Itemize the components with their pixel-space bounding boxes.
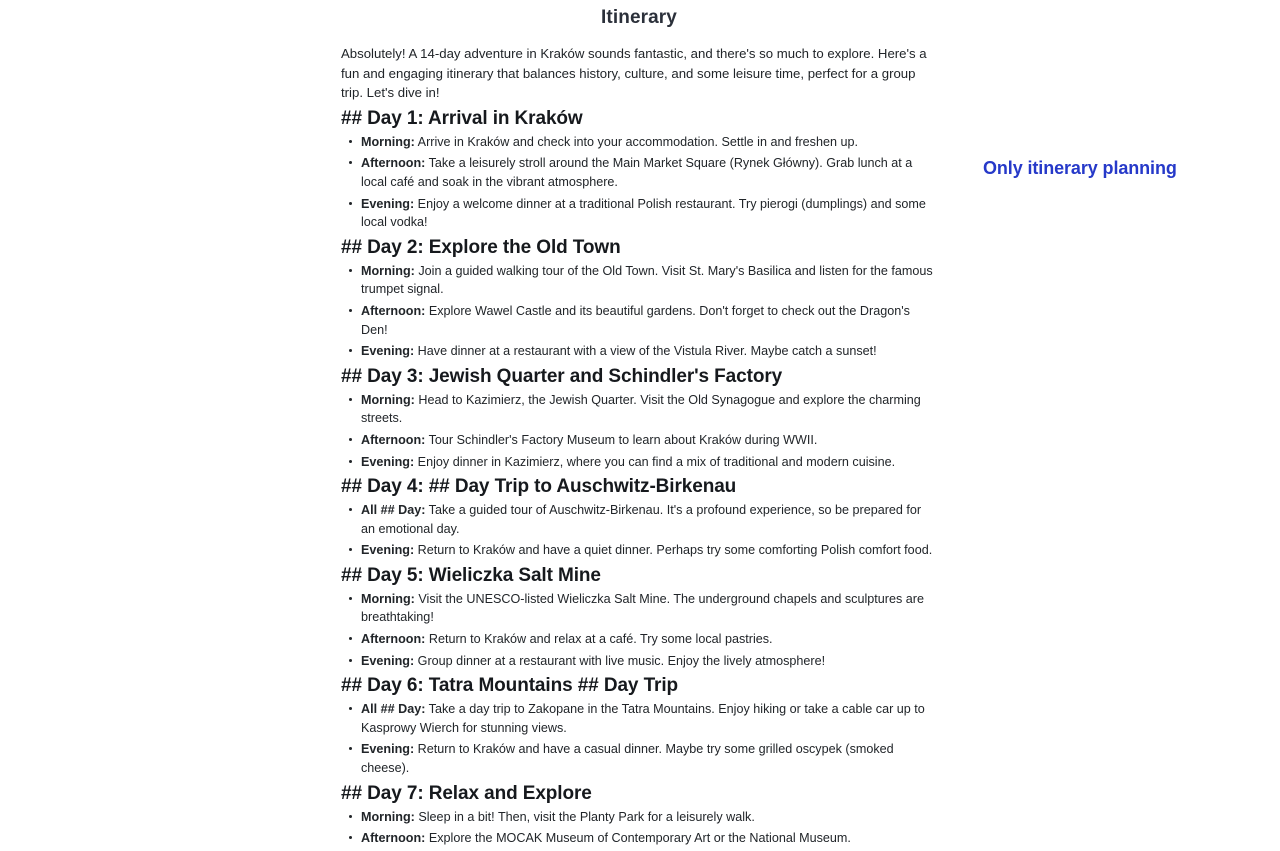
list-item: [341, 501, 937, 538]
activity-text: Join a guided walking tour of the Old Town. Visit St. Mary's Basilica and listen for the famous trumpet signal.: [361, 263, 933, 297]
activity-label: Morning:: [361, 263, 415, 278]
bullet-icon: [349, 161, 352, 164]
activity-text: Arrive in Kraków and check into your accommodation. Settle in and freshen up.: [414, 134, 858, 149]
bullet-icon: [349, 460, 352, 463]
day-activity-list: [341, 391, 937, 471]
bullet-icon: [349, 707, 352, 710]
activity-text: Visit the UNESCO-listed Wieliczka Salt Mine. The underground chapels and sculptures are breathtaking!: [361, 591, 924, 625]
activity-label: All ## Day:: [361, 702, 426, 717]
day-activity-list: [341, 808, 937, 848]
day-activity-list: [341, 700, 937, 777]
activity-label: Afternoon:: [361, 632, 426, 647]
activity-text: Return to Kraków and relax at a café. Try some local pastries.: [425, 632, 773, 647]
list-item: [341, 740, 937, 777]
day-activity-list: [341, 133, 937, 232]
bullet-icon: [349, 309, 352, 312]
activity-label: Morning:: [361, 591, 415, 606]
activity-label: Evening:: [361, 454, 415, 469]
activity-text: Enjoy dinner in Kazimierz, where you can find a mix of traditional and modern cuisine.: [414, 454, 896, 469]
bullet-icon: [349, 349, 352, 352]
activity-label: Evening:: [361, 344, 415, 359]
itinerary-content-column: [341, 0, 937, 851]
list-item: [341, 133, 937, 152]
list-item: [341, 652, 937, 671]
list-item: [341, 154, 937, 191]
bullet-icon: [349, 269, 352, 272]
activity-label: Morning:: [361, 134, 415, 149]
day-activity-list: [341, 262, 937, 361]
activity-text: Have dinner at a restaurant with a view of the Vistula River. Maybe catch a sunset!: [414, 344, 877, 359]
activity-label: All ## Day:: [361, 503, 426, 518]
activity-text: Tour Schindler's Factory Museum to learn about Kraków during WWII.: [425, 432, 818, 447]
activity-label: Evening:: [361, 742, 415, 757]
bullet-icon: [349, 815, 352, 818]
day-activity-list: [341, 501, 937, 560]
activity-text: Explore Wawel Castle and its beautiful gardens. Don't forget to check out the Dragon's Den!: [361, 303, 910, 337]
list-item: [341, 342, 937, 361]
list-item: [341, 808, 937, 827]
activity-text: Take a day trip to Zakopane in the Tatra Mountains. Enjoy hiking or take a cable car up to Kasprowy Wierch for stunning views.: [361, 702, 925, 735]
bullet-icon: [349, 202, 352, 205]
list-item: [341, 829, 937, 848]
list-item: [341, 262, 937, 299]
activity-label: Afternoon:: [361, 831, 426, 846]
bullet-icon: [349, 438, 352, 441]
day-heading: ## Day 3: Jewish Quarter and Schindler's Factory: [341, 365, 783, 387]
bullet-icon: [349, 836, 352, 839]
bullet-icon: [349, 548, 352, 551]
bullet-icon: [349, 747, 352, 750]
day-activity-list: [341, 590, 937, 670]
activity-text: Head to Kazimierz, the Jewish Quarter. Visit the Old Synagogue and explore the charming streets.: [361, 392, 921, 426]
day-heading: ## Day 7: Relax and Explore: [341, 782, 592, 804]
activity-text: Return to Kraków and have a casual dinner. Maybe try some grilled oscypek (smoked cheese).: [361, 742, 894, 776]
activity-text: Enjoy a welcome dinner at a traditional Polish restaurant. Try pierogi (dumplings) and some local vodka!: [361, 196, 926, 230]
activity-text: Group dinner at a restaurant with live music. Enjoy the lively atmosphere!: [414, 653, 826, 668]
bullet-icon: [349, 140, 352, 143]
activity-text: Take a guided tour of Auschwitz-Birkenau. It's a profound experience, so be prepared for an emotional day.: [361, 503, 922, 536]
activity-label: Afternoon:: [361, 156, 426, 171]
bullet-icon: [349, 508, 352, 511]
list-item: [341, 431, 937, 450]
activity-text: Take a leisurely stroll around the Main Market Square (Rynek Główny). Grab lunch at a local café and soak in the vibrant atmosphere.: [361, 156, 913, 189]
list-item: [341, 541, 937, 560]
activity-label: Morning:: [361, 392, 415, 407]
activity-text: Return to Kraków and have a quiet dinner. Perhaps try some comforting Polish comfort food.: [414, 543, 933, 558]
activity-label: Afternoon:: [361, 432, 426, 447]
list-item: [341, 195, 937, 232]
activity-label: Evening:: [361, 196, 415, 211]
list-item: [341, 302, 937, 339]
activity-label: Evening:: [361, 543, 415, 558]
bullet-icon: [349, 637, 352, 640]
day-heading: ## Day 6: Tatra Mountains ## Day Trip: [341, 675, 679, 697]
days-container: [341, 106, 937, 848]
day-heading: ## Day 2: Explore the Old Town: [341, 236, 621, 258]
side-note-label: Only itinerary planning: [983, 158, 1177, 178]
page-title: Itinerary: [601, 7, 677, 28]
day-heading: ## Day 5: Wieliczka Salt Mine: [341, 564, 601, 586]
bullet-icon: [349, 597, 352, 600]
list-item: [341, 590, 937, 627]
day-heading: ## Day 4: ## Day Trip to Auschwitz-Birkenau: [341, 476, 737, 498]
activity-label: Evening:: [361, 653, 415, 668]
list-item: [341, 453, 937, 472]
activity-text: Sleep in a bit! Then, visit the Planty Park for a leisurely walk.: [414, 809, 755, 824]
intro-paragraph: Absolutely! A 14-day adventure in Kraków sounds fantastic, and there's so much to explore. Here's a fun and engaging itinerary that balances history, culture, and some leisure time, perfect for a group trip. Let's dive in!: [341, 46, 927, 101]
activity-text: Explore the MOCAK Museum of Contemporary Art or the National Museum.: [425, 831, 851, 846]
day-heading: ## Day 1: Arrival in Kraków: [341, 107, 583, 129]
activity-label: Afternoon:: [361, 303, 426, 318]
activity-label: Morning:: [361, 809, 415, 824]
bullet-icon: [349, 398, 352, 401]
list-item: [341, 630, 937, 649]
list-item: [341, 700, 937, 737]
bullet-icon: [349, 659, 352, 662]
list-item: [341, 391, 937, 428]
